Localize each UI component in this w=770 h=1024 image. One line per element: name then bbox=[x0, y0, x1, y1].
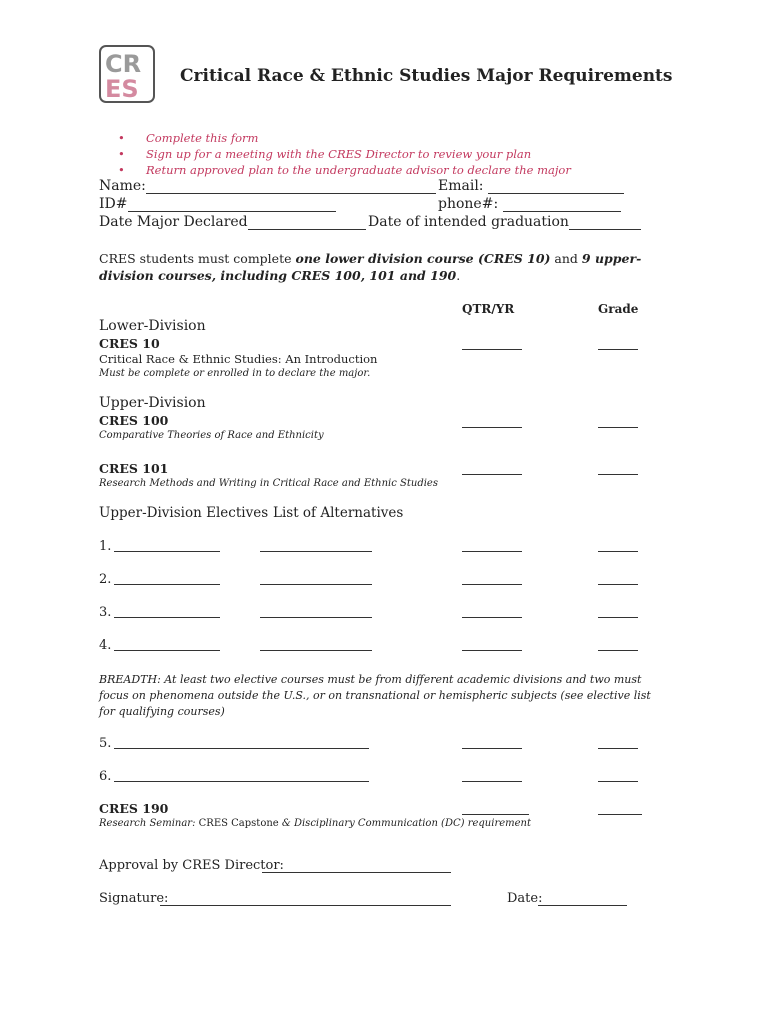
cres-190-title: Research Seminar: CRES Capstone & Disciplinary Communication (DC) requirement bbox=[99, 818, 532, 829]
elective-4-qtr-field[interactable] bbox=[462, 650, 522, 651]
elective-number: 6. bbox=[99, 769, 112, 784]
grade-header: Grade bbox=[598, 302, 639, 316]
date-field[interactable] bbox=[538, 905, 627, 906]
elective-4-grade-field[interactable] bbox=[598, 650, 638, 651]
elective-number: 2. bbox=[99, 572, 112, 587]
id-label: ID# bbox=[99, 196, 336, 212]
elective-number: 3. bbox=[99, 605, 112, 620]
elective-4-field[interactable] bbox=[114, 650, 220, 651]
elective-4-alternative-field[interactable] bbox=[260, 650, 372, 651]
email-field[interactable] bbox=[488, 193, 624, 194]
cres-100-qtr-field[interactable] bbox=[462, 427, 522, 428]
approval-label: Approval by CRES Director: bbox=[99, 858, 284, 873]
electives-heading: Upper-Division Electives bbox=[99, 505, 269, 521]
elective-number: 1. bbox=[99, 539, 112, 554]
cres-100-course: CRES 100 bbox=[99, 413, 169, 428]
cres-100-title: Comparative Theories of Race and Ethnicity bbox=[99, 430, 324, 441]
upper-division-heading: Upper-Division bbox=[99, 395, 206, 411]
cres-logo-icon bbox=[99, 45, 155, 103]
cres-logo bbox=[99, 45, 155, 103]
elective-6-qtr-field[interactable] bbox=[462, 781, 522, 782]
id-field[interactable] bbox=[128, 211, 336, 212]
cres-190-course: CRES 190 bbox=[99, 801, 169, 816]
name-label: Name: bbox=[99, 178, 436, 194]
date-declared-field[interactable] bbox=[248, 229, 366, 230]
elective-2-qtr-field[interactable] bbox=[462, 584, 522, 585]
elective-5-field[interactable] bbox=[114, 748, 369, 749]
cres-10-grade-field[interactable] bbox=[598, 349, 638, 350]
cres-101-course: CRES 101 bbox=[99, 461, 169, 476]
list-item: • Return approved plan to the undergraduate advisor to declare the major bbox=[118, 163, 571, 177]
list-item: • Sign up for a meeting with the CRES Director to review your plan bbox=[118, 147, 532, 161]
approval-field[interactable] bbox=[262, 872, 451, 873]
elective-6-field[interactable] bbox=[114, 781, 369, 782]
cres-101-qtr-field[interactable] bbox=[462, 474, 522, 475]
email-label: Email: bbox=[438, 178, 624, 194]
elective-1-alternative-field[interactable] bbox=[260, 551, 372, 552]
elective-6-grade-field[interactable] bbox=[598, 781, 638, 782]
cres-101-title: Research Methods and Writing in Critical Race and Ethnic Studies bbox=[99, 478, 438, 489]
phone-label: phone#: bbox=[438, 196, 621, 212]
elective-5-grade-field[interactable] bbox=[598, 748, 638, 749]
date-declared-label: Date Major Declared bbox=[99, 214, 366, 230]
elective-3-grade-field[interactable] bbox=[598, 617, 638, 618]
elective-number: 5. bbox=[99, 736, 112, 751]
logo-bottom-text: ES bbox=[105, 75, 139, 103]
elective-3-qtr-field[interactable] bbox=[462, 617, 522, 618]
cres-101-grade-field[interactable] bbox=[598, 474, 638, 475]
elective-2-field[interactable] bbox=[114, 584, 220, 585]
cres-190-qtr-field[interactable] bbox=[462, 814, 529, 815]
list-item: • Complete this form bbox=[118, 131, 259, 145]
signature-field[interactable] bbox=[160, 905, 451, 906]
page-title: Critical Race & Ethnic Studies Major Requirements bbox=[180, 66, 673, 86]
elective-1-grade-field[interactable] bbox=[598, 551, 638, 552]
cres-10-note: Must be complete or enrolled in to declare the major. bbox=[99, 368, 371, 379]
phone-field[interactable] bbox=[503, 211, 621, 212]
requirement-text: CRES students must complete one lower division course (CRES 10) and 9 upper-division courses, including CRES 100, 101 and 190. bbox=[99, 251, 642, 283]
elective-2-alternative-field[interactable] bbox=[260, 584, 372, 585]
breadth-note: BREADTH: At least two elective courses must be from different academic divisions and two must focus on phenomena outside the U.S., or on transnational or hemispheric subjects (see elective list for qualifying courses) bbox=[99, 673, 651, 718]
cres-190-grade-field[interactable] bbox=[598, 814, 642, 815]
name-field[interactable] bbox=[146, 193, 436, 194]
alternatives-heading: List of Alternatives bbox=[273, 505, 404, 521]
date-graduation-field[interactable] bbox=[569, 229, 641, 230]
elective-1-field[interactable] bbox=[114, 551, 220, 552]
logo-top-text: CR bbox=[105, 50, 142, 78]
date-graduation-label: Date of intended graduation bbox=[368, 214, 641, 230]
cres-100-grade-field[interactable] bbox=[598, 427, 638, 428]
elective-number: 4. bbox=[99, 638, 112, 653]
elective-5-qtr-field[interactable] bbox=[462, 748, 522, 749]
lower-division-heading: Lower-Division bbox=[99, 318, 206, 334]
elective-3-field[interactable] bbox=[114, 617, 220, 618]
cres-10-title: Critical Race & Ethnic Studies: An Introduction bbox=[99, 352, 378, 366]
elective-3-alternative-field[interactable] bbox=[260, 617, 372, 618]
elective-2-grade-field[interactable] bbox=[598, 584, 638, 585]
cres-10-course: CRES 10 bbox=[99, 336, 160, 351]
elective-1-qtr-field[interactable] bbox=[462, 551, 522, 552]
instructions-list bbox=[118, 130, 571, 178]
cres-10-qtr-field[interactable] bbox=[462, 349, 522, 350]
date-label: Date: bbox=[507, 891, 543, 906]
qtr-yr-header: QTR/YR bbox=[462, 302, 515, 316]
signature-label: Signature: bbox=[99, 891, 169, 906]
